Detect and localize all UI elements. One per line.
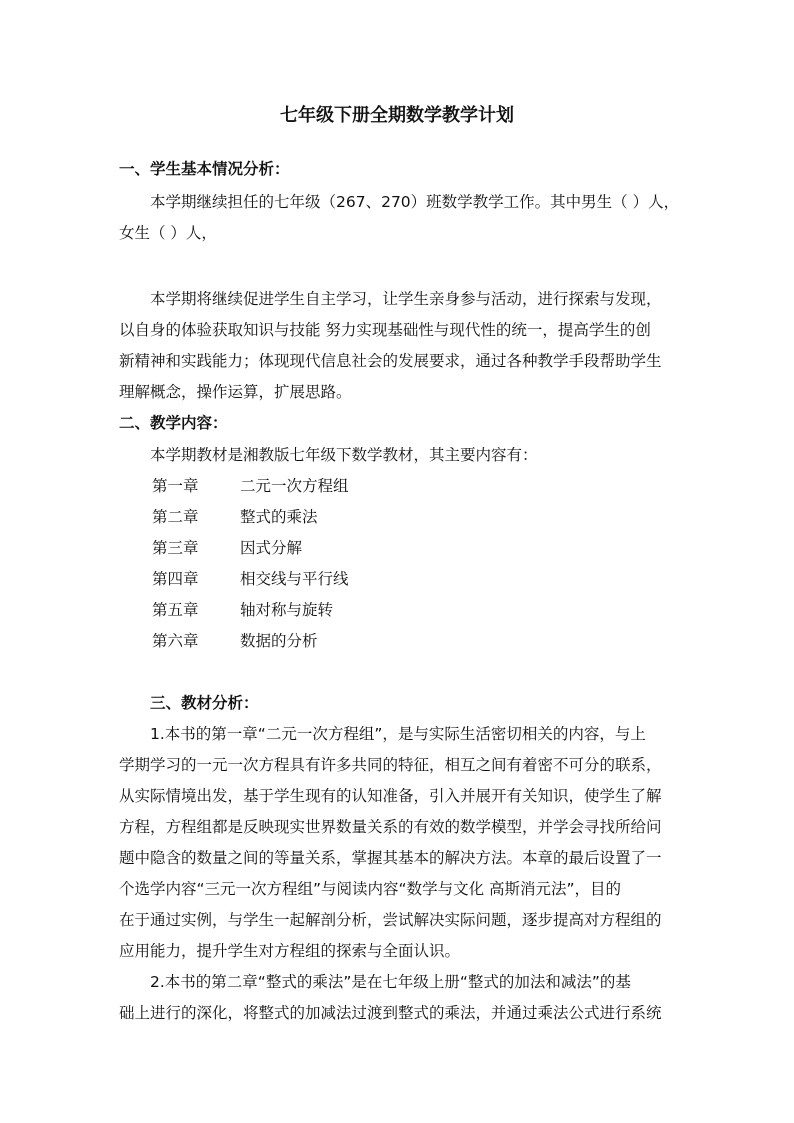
section-3-heading: 三、教材分析： <box>150 694 259 712</box>
chapter-number: 第五章 <box>152 601 199 619</box>
chapter-title: 因式分解 <box>240 539 303 557</box>
section-3-paragraph-1-line-4: 方程，方程组都是反映现实世界数量关系的有效的数学模型，并学会寻找所给问 <box>119 818 662 836</box>
chapter-item <box>0 475 794 497</box>
section-1-heading: 一、学生基本情况分析： <box>119 160 290 178</box>
chapter-item <box>0 568 794 590</box>
chapter-number: 第一章 <box>152 477 199 495</box>
chapter-item <box>0 599 794 621</box>
chapter-title: 二元一次方程组 <box>240 477 349 495</box>
section-1-paragraph-1-line-2: 女生（ ）人， <box>119 224 217 242</box>
chapter-item <box>0 537 794 559</box>
section-3-paragraph-1-line-7: 在于通过实例，与学生一起解剖分析，尝试解决实际问题，逐步提高对方程组的 <box>119 911 662 929</box>
chapter-title: 相交线与平行线 <box>240 570 349 588</box>
section-1-paragraph-2-line-2: 以自身的体验获取知识与技能 努力实现基础性与现代性的统一，提高学生的创 <box>119 321 651 339</box>
chapter-number: 第四章 <box>152 570 199 588</box>
chapter-item <box>0 630 794 652</box>
chapter-number: 第三章 <box>152 539 199 557</box>
section-3-paragraph-1-line-5: 题中隐含的数量之间的等量关系，掌握其基本的解决方法。本章的最后设置了一 <box>119 849 662 867</box>
section-1-paragraph-1-line-1: 本学期继续担任的七年级（267、270）班数学教学工作。其中男生（ ）人， <box>150 193 680 211</box>
section-3-paragraph-1-line-2: 学期学习的一元一次方程具有许多共同的特征，相互之间有着密不可分的联系， <box>119 756 662 774</box>
section-3-paragraph-1-line-3: 从实际情境出发，基于学生现有的认知准备，引入并展开有关知识，使学生了解 <box>119 787 662 805</box>
section-3-paragraph-2-line-1: 2.本书的第二章“整式的乘法”是在七年级上册“整式的加法和减法”的基 <box>150 973 631 991</box>
section-3-paragraph-1-line-8: 应用能力，提升学生对方程组的探索与全面认识。 <box>119 942 461 960</box>
chapter-title: 轴对称与旋转 <box>240 601 334 619</box>
chapter-number: 第六章 <box>152 632 199 650</box>
section-1-paragraph-2-line-4: 理解概念，操作运算，扩展思路。 <box>119 383 352 401</box>
section-1-paragraph-2-line-1: 本学期将继续促进学生自主学习，让学生亲身参与活动，进行探索与发现， <box>150 290 662 308</box>
section-3-paragraph-2-line-2: 础上进行的深化，将整式的加减法过渡到整式的乘法，并通过乘法公式进行系统 <box>119 1004 662 1022</box>
section-2-heading: 二、教学内容： <box>119 414 228 432</box>
chapter-title: 数据的分析 <box>240 632 318 650</box>
chapter-item <box>0 506 794 528</box>
section-3-paragraph-1-line-1: 1.本书的第一章“二元一次方程组”，是与实际生活密切相关的内容，与上 <box>150 725 646 743</box>
section-1-paragraph-2-line-3: 新精神和实践能力；体现现代信息社会的发展要求，通过各种教学手段帮助学生 <box>119 352 662 370</box>
section-2-intro: 本学期教材是湘教版七年级下数学教材，其主要内容有： <box>150 446 538 464</box>
document-title: 七年级下册全期数学教学计划 <box>280 105 514 126</box>
section-3-paragraph-1-line-6: 个选学内容“三元一次方程组”与阅读内容“数学与文化 高斯消元法”，目的 <box>119 880 622 898</box>
chapter-title: 整式的乘法 <box>240 508 318 526</box>
chapter-number: 第二章 <box>152 508 199 526</box>
